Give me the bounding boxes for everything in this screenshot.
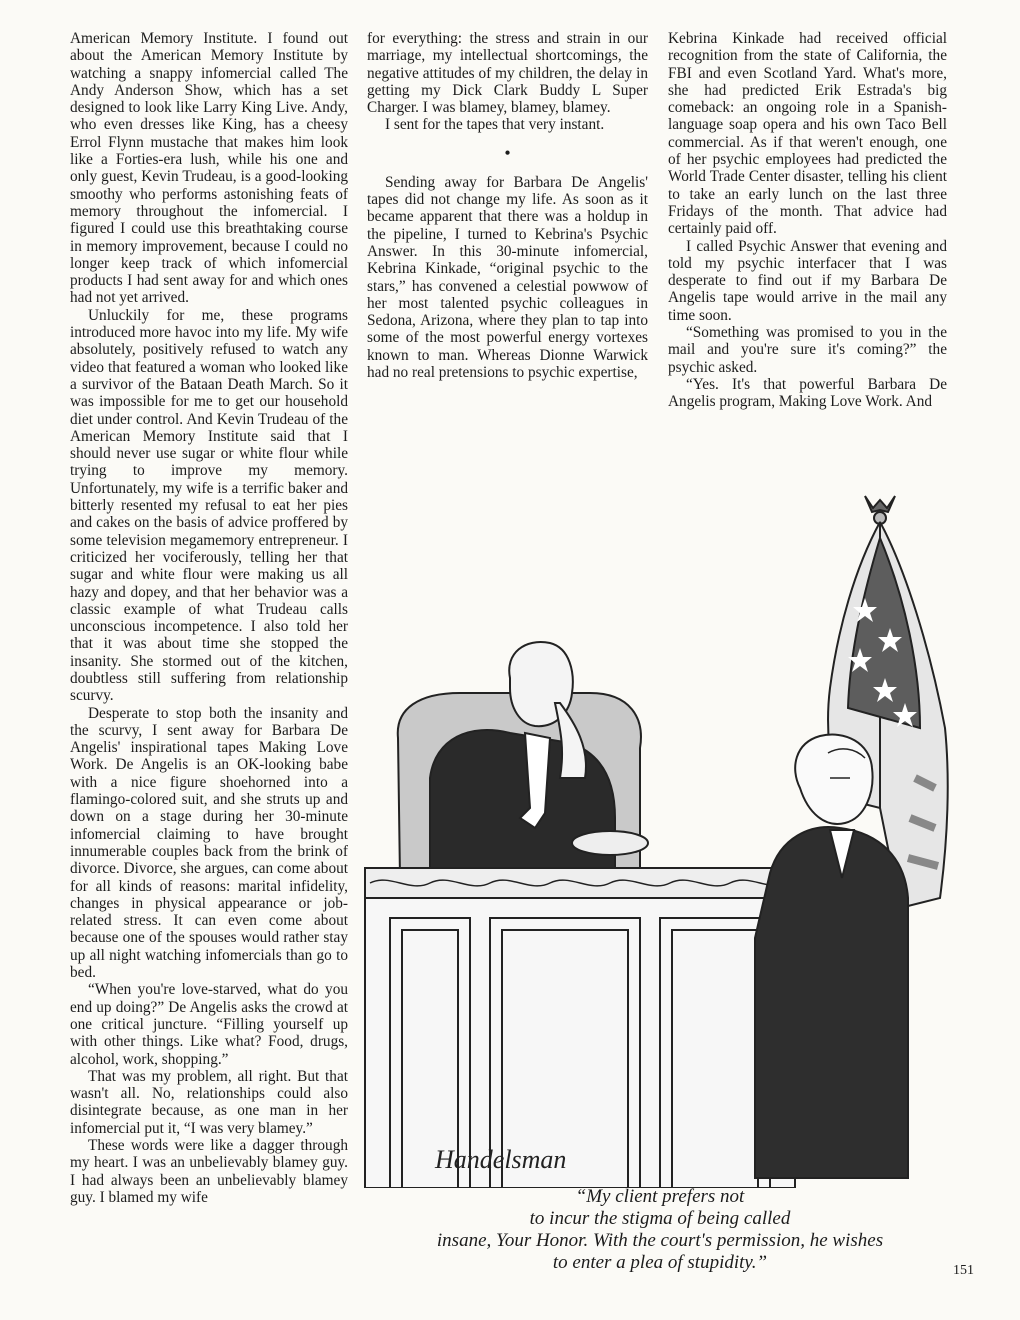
paragraph: These words were like a dagger through my heart. I was an unbelievably blamey guy. I had always been an unbelievably blamey guy. I blamed my wife	[70, 1137, 348, 1206]
paragraph: “Yes. It's that powerful Barbara De Angelis program, Making Love Work. And	[668, 375, 947, 411]
paragraph: Kebrina Kinkade had received official recognition from the state of California, the FBI and even Scotland Yard. What's more, she had predicted Erik Estrada's big comeback: an ongoing role in a Spanish-language soap opera and his own Taco Bell commercial. As if that weren't enough, one of her psychic employees had predicted the World Trade Center disaster, telling his client to take an early lunch on the last three Fridays of the month. That advice had certainly paid off.	[668, 30, 947, 238]
paragraph: Unluckily for me, these programs introduced more havoc into my life. My wife absolutely, positively refused to watch any video that featured a woman who looked like a survivor of the Bataan Death March. So it was impossible for me to get our household diet under control. And Kevin Trudeau of the American Memory Institute said that I should never use sugar or white flour while trying to improve my memory. Unfortunately, my wife is a terrific baker and bitterly resented my refusal to eat her pies and cakes on the basis of advice proffered by some television megamemory entrepreneur. I criticized her vociferously, telling her that sugar and white flour were making us all hazy and dopey, and that her behavior was a classic example of what Trudeau calls unconscious incompetence. I also told her that it was about time she stopped the insanity. She stormed out of the kitchen, doubtless still suffering from relationship scurvy.	[70, 306, 348, 705]
paragraph: I called Psychic Answer that evening and told my psychic interfacer that I was desperate to find out if my Barbara De Angelis tape would arrive in the mail any time soon.	[668, 237, 947, 324]
paragraph: I sent for the tapes that very instant.	[385, 116, 605, 134]
caption-line: insane, Your Honor. With the court's permission, he wishes	[436, 1230, 884, 1251]
cartoonist-signature: Handelsman	[435, 1145, 567, 1174]
caption-line: to enter a plea of stupidity.”	[552, 1252, 768, 1273]
paragraph: for everything: the stress and strain in our marriage, my intellectual shortcomings, the negative attitudes of my children, the delay in getting my Dick Clark Buddy L Super Charger. I was blamey, blamey, blamey.	[367, 30, 648, 117]
courtroom-cartoon-illustration	[360, 478, 960, 1188]
article-column-2	[367, 30, 648, 381]
caption-line: “My client prefers not	[575, 1186, 745, 1207]
paragraph: Desperate to stop both the insanity and the scurvy, I sent away for Barbara De Angelis' inspirational tapes Making Love Work. De Angelis is an OK-looking babe with a nice figure shoehorned into a flamingo-colored suit, and she struts up and down on a stage during her 30-minute infomercial claiming to have brought innumerable couples back from the brink of divorce. Divorce, she argues, can come about for all kinds of reasons: marital infidelity, changes in physical appearance or job-related stress. It can even come about because one of the spouses would rather stay up all night watching infomercials than go to bed.	[70, 704, 348, 982]
paragraph: “Something was promised to you in the mail and you're sure it's coming?” the psychic asked.	[668, 324, 947, 376]
paragraph: American Memory Institute. I found out about the American Memory Institute by watching a snappy infomercial called The Andy Anderson Show, which has a set designed to look like Larry King Live. Andy, who even dresses like King, has a cheesy Errol Flynn mustache that makes him look like a Forties-era lush, while his one and only guest, Kevin Trudeau, is a good-looking smoothy who performs astonishing feats of memory throughout the infomercial. I figured I could use this breathtaking course in memory improvement, because I could no longer keep track of which infomercial products I had sent away for and which ones had not yet arrived.	[70, 30, 348, 307]
article-column-1	[70, 30, 348, 1206]
cartoon-caption	[400, 1186, 920, 1274]
page-number: 151	[953, 1263, 974, 1278]
paragraph: Sending away for Barbara De Angelis' tapes did not change my life. As soon as it became apparent that there was a holdup in the pipeline, I turned to Kebrina's Psychic Answer. In this 30-minute infomercial, Kebrina Kinkade, “original psychic to the stars,” has convened a celestial powwow of her most talented psychic colleagues in Sedona, Arizona, where they plan to tap into some of the most powerful energy vortexes known to man. Whereas Dionne Warwick had no real pretensions to psychic expertise,	[367, 173, 648, 382]
paragraph: That was my problem, all right. But that wasn't all. No, relationships could also disintegrate because, as one man in her infomercial put it, “I was very blamey.”	[70, 1067, 348, 1137]
paragraph: “When you're love-starved, what do you end up doing?” De Angelis asks the crowd at one critical juncture. “Filling yourself up with other things. Like what? Food, drugs, alcohol, work, shopping.”	[70, 981, 348, 1068]
section-separator: •	[504, 142, 511, 163]
article-column-3	[668, 30, 947, 411]
judge-bench	[365, 868, 795, 1188]
caption-line: to incur the stigma of being called	[529, 1208, 791, 1229]
